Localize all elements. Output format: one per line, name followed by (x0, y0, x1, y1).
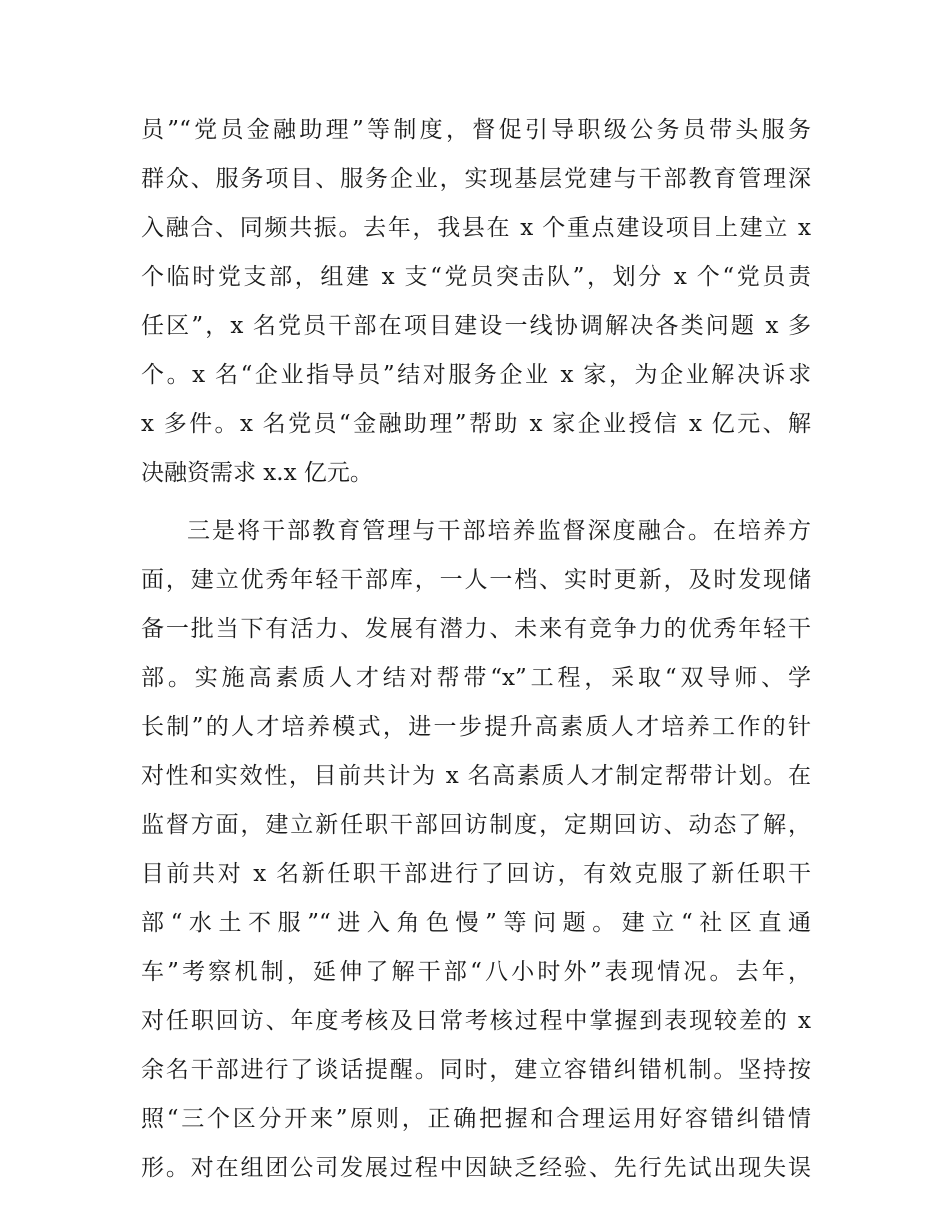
text-line: x 多件。x 名党员“金融助理”帮助 x 家企业授信 x 亿元、解 (141, 411, 811, 437)
text-line: 对性和实效性，目前共计为 x 名高素质人才制定帮带计划。在 (141, 763, 811, 789)
text-line: 个。x 名“企业指导员”结对服务企业 x 家，为企业解决诉求 (141, 362, 811, 388)
text-line: 长制”的人才培养模式，进一步提升高素质人才培养工作的针 (141, 714, 811, 740)
text-line: 员”“党员金融助理”等制度，督促引导职级公务员带头服务 (141, 117, 811, 143)
text-line: 照“三个区分开来”原则，正确把握和合理运用好容错纠错情 (141, 1106, 811, 1132)
text-line: 部“水土不服”“进入角色慢”等问题。建立“社区直通 (141, 910, 811, 936)
text-line: 形。对在组团公司发展过程中因缺乏经验、先行先试出现失误 (141, 1155, 811, 1181)
text-line: 余名干部进行了谈话提醒。同时，建立容错纠错机制。坚持按 (141, 1057, 811, 1083)
text-line: 车”考察机制，延伸了解干部“八小时外”表现情况。去年， (141, 959, 811, 985)
text-line: 部。实施高素质人才结对帮带“x”工程，采取“双导师、学 (141, 665, 811, 691)
text-line: 决融资需求 x.x 亿元。 (141, 460, 373, 486)
text-line: 监督方面，建立新任职干部回访制度，定期回访、动态了解， (141, 812, 811, 838)
paragraph-first-line: 三是将干部教育管理与干部培养监督深度融合。在培养方 (187, 518, 811, 544)
text-line: 入融合、同频共振。去年，我县在 x 个重点建设项目上建立 x (141, 215, 811, 241)
text-line: 备一批当下有活力、发展有潜力、未来有竞争力的优秀年轻干 (141, 616, 811, 642)
text-line: 面，建立优秀年轻干部库，一人一档、实时更新，及时发现储 (141, 567, 811, 593)
text-line: 任区”，x 名党员干部在项目建设一线协调解决各类问题 x 多 (141, 313, 811, 339)
text-line: 目前共对 x 名新任职干部进行了回访，有效克服了新任职干 (141, 861, 811, 887)
text-line: 群众、服务项目、服务企业，实现基层党建与干部教育管理深 (141, 166, 811, 192)
text-line: 对任职回访、年度考核及日常考核过程中掌握到表现较差的 x (141, 1008, 811, 1034)
text-line: 个临时党支部，组建 x 支“党员突击队”，划分 x 个“党员责 (141, 264, 811, 290)
